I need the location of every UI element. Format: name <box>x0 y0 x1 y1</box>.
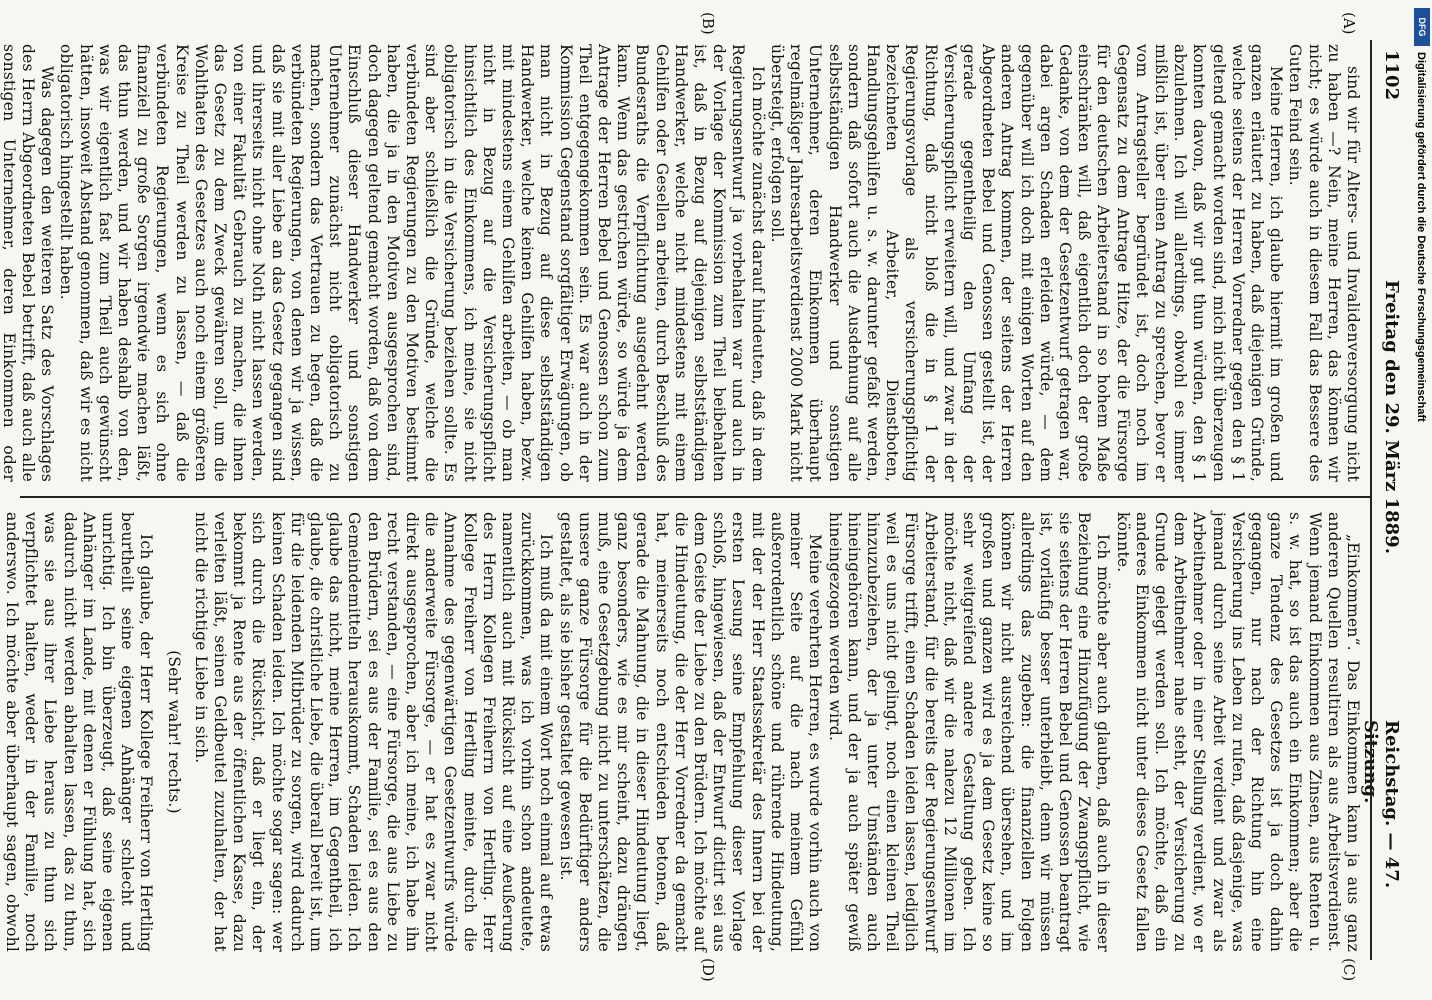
column-divider <box>20 496 1370 498</box>
header-rule <box>1370 40 1372 960</box>
paragraph: Meine verehrten Herren, es wurde vorhin auch von meiner Seite auf die nach meinem Gefühl außerordentlich schöne und rührende Hindeutung, mit der der Herr Staatssekretär des Innern bei der ersten Lesung seine Empfehlung dieser Vorlage schloß, hingewiesen, daß der Entwurf dictirt sei aus dem Geiste der Liebe zu den Brüdern. Ich möchte auf die Hindeutung, die der Herr Vorredner da gemacht hat, meinerseits noch entschieden betonen, daß gerade die Mahnung, die in dieser Hindeutung liegt, ganz besonders, wie es mir scheint, dazu drängen muß, eine Gesetzgebung nicht zu unterschätzen, die unsere ganze Fürsorge für die Bedürftiger anders gestaltet, als sie bisher gestaltet gewesen ist. <box>556 512 825 952</box>
paragraph: Ich möchte zunächst darauf hindeuten, daß in dem Regierungsentwurf ja vorbehalten war und auch in der Vorlage der Kommission zum Theil beibehalten ist, daß in Bezug auf diejenigen selbstständigen Handwerker, welche nicht mindestens mit einem Gehilfen oder Gesellen arbeiten, durch Beschluß des Bundesraths die Verpflichtung ausgedehnt werden kann. Wenn das gestrichen würde, so würde ja dem Antrage der Herren Bebel und Genossen schon zum Theil entgegengekommen sein. Es war auch in der Kommission Gegenstand sorgfältiger Erwägungen, ob man nicht in Bezug auf diese selbstständigen Handwerker, welche keinen Gehilfen haben, bezw. mit mindestens einem Gehilfen arbeiten, — ob man nicht in Bezug auf die Versicherungspflicht hinsichtlich des Einkommens, ich meine, sie nicht obligatorisch in die Versicherung beziehen sollte. Es sind aber schließlich die Gründe, welche die verbündeten Regierungen zu den Motiven bestimmt haben, die ja in den Motiven ausgesprochen sind, doch dagegen geltend gemacht worden, daß von dem Einschluß dieser Handwerker und sonstigen Unternehmer zunächst nicht obligatorisch zu machen, sondern das Vertrauen zu hegen, daß die verbündeten Regierungen, von denen wir ja wissen, daß sie mit aller Liebe an das Gesetz gegangen sind und ihrerseits nicht ohne Noth nicht lassen werden, von einer Fakultät Gebrauch zu machen, die ihnen das Gesetz zu dem Zweck gewähren soll, um die Wohlthaten des Gesetzes auch noch einem größeren Kreise zu Theil werden zu lassen, — daß die verbündeten Regierungen, wenn es sich ohne finanziell zu große Sorgen irgendwie machen läßt, das thun werden, und wir haben deshalb von den, was wir eigentlich fast zum Theil auch gewünscht hätten, insoweit Abstand genommen, daß wir es nicht obligatorisch hingestellt haben. <box>57 44 767 482</box>
paragraph: Was dagegen den weiteren Satz des Vorschlages des Herrn Abgeordneten Bebel betrifft, daß auch alle sonstigen Unternehmer, deren Einkommen oder <box>0 44 57 482</box>
running-head-right: Freitag den 29. März 1889. <box>1381 280 1402 554</box>
digitization-credit <box>1412 52 1430 652</box>
column-right <box>2 512 1362 952</box>
credit-text: Digitalisierung gefördert durch die Deutsche Forschungsgemeinschaft <box>1415 52 1427 422</box>
paragraph: sind wir für Alters- und Invalidenversorgung nicht zu haben —? Nein, meine Herren, das können wir nicht; es würde auch in diesem Fall das Bessere des Guten Feind sein. <box>1286 44 1362 482</box>
page-header-right <box>1374 60 1404 940</box>
margin-mark-c: (C) <box>1340 958 1358 982</box>
paragraph: Ich glaube, der Herr Kollege Freiherr von Hertling beurtheilt seine eigenen Anhänger schlecht und unrichtig. Ich bin überzeugt, daß seine eigenen Anhänger im Lande, mit denen er Fühlung hat, sich dadurch nicht werden abhalten lassen, das zu thun, was sie aus ihrer Liebe heraus zu thun sich verpflichtet halten, weder in der Familie, noch anderswo. Ich möchte aber überhaupt sagen, obwohl <box>2 512 156 952</box>
paragraph: Ich muß da mit einem Wort noch einmal auf etwas zurückkommen, was ich vorhin schon andeutete, namentlich auch mit Rücksicht auf eine Aeußerung des Herrn Kollegen Freiherrn von Hertling. Herr Kollege Freiherr von Hertling meinte, durch die Annahme des gegenwärtigen Gesetzentwurfs würde die anderweite Fürsorge, — er hat es zwar nicht direkt ausgesprochen, aber ich meine, ich habe ihn recht verstanden, — eine Fürsorge, die aus Liebe zu den Brüdern, sei es aus der Familie, sei es aus den Gemeindemitteln herauskommt, Schaden leiden. Ich glaube das nicht, meine Herren, im Gegentheil, ich glaube, die christliche Liebe, die überall bereit ist, um für die leidenden Mitbrüder zu sorgen, wird dadurch keinen Schaden leiden. Ich möchte sogar sagen: wer sich durch die Rücksicht, daß er liegt ein, der bekommt ja Rente aus der öffentlichen Kasse, dazu verleiten läßt, seinen Geldbeutel zuzuhalten, der hat nicht die richtige Liebe in sich. <box>191 512 556 952</box>
margin-mark-d: (D) <box>699 958 717 982</box>
margin-mark-b: (B) <box>699 12 717 35</box>
paragraph: Ich möchte aber auch glauben, daß auch in dieser Beziehung eine Hinzufügung der Zwangspflicht, wie sie seitens der Herren Bebel und Genossen beantragt ist, vorläufig besser unterbleibt, denn wir müssen allerdings das zugeben: die finanziellen Folgen können wir nicht ausreichend übersehen, und im großen und ganzen wird es ja dem Gesetz keine so sehr weitgreifend andere Gestaltung geben. Ich möchte nicht, daß wir die nahezu 12 Millionen im Arbeiterstand, für die bereits der Regierungsentwurf Fürsorge trifft, einen Schaden leiden lassen, lediglich weil es uns nicht gelingt, noch einen kleinen Theil hinzuzubeziehen, der ja unter Umständen auch hineingehören kann, und der ja auch später gewiß hineingezogen werden wird. <box>825 512 1113 952</box>
paragraph: (Sehr wahr! rechts.) <box>164 650 183 814</box>
paragraph: „Einkommen“. Das Einkommen kann ja aus ganz anderen Quellen resultiren als aus Arbeitsverdienst. Wenn jemand Einkommen aus Zinsen, aus Renten u. s. w. hat, so ist das auch ein Einkommen; aber die ganze Tendenz des Gesetzes ist ja doch dahin gegangen, nur nach der Richtung hin eine Versicherung ins Leben zu rufen, daß dasjenige, was jemand durch seine Arbeit verdient und zwar als Arbeitnehmer oder in einer Stellung verdient, wo er dem Arbeitnehmer nahe steht, der Versicherung zu Grunde gelegt werden soll. Ich möchte, daß ein anderes Einkommen nicht unter dieses Gesetz fallen könnte. <box>1113 512 1362 952</box>
page-number: 1102 <box>1381 50 1402 101</box>
dfg-logo-text: DFG <box>1417 17 1427 37</box>
column-left <box>0 44 1362 482</box>
margin-mark-a: (A) <box>1340 12 1358 35</box>
running-head-left: Reichstag. — 47. Sitzung. <box>1360 720 1402 889</box>
dfg-logo <box>1414 8 1430 46</box>
paragraph: Meine Herren, ich glaube hiermit im großen und ganzen erläutert zu haben, daß diejenigen Gründe, welche seitens der Herren Vorredner gegen den § 1 geltend gemacht worden sind, mich nicht überzeugen konnten davon, daß wir gut thun würden, den § 1 abzulehnen. Ich will allerdings, obwohl es immer mißlich ist, über einen Antrag zu sprechen, bevor er vom Antragsteller begründet ist, doch noch im Gegensatz zu dem Antrage Hitze, der die Fürsorge für den deutschen Arbeiterstand in so hohem Maße einschränken will, daß eigentlich doch der große Gedanke, von dem der Gesetzentwurf getragen war, dabei argen Schaden erleiden würde, — dem gegenüber will ich doch mit einigen Worten auf den anderen Antrag kommen, der seitens der Herren Abgeordneten Bebel und Genossen gestellt ist, der gerade gegentheilig den Umfang der Versicherungspflicht erweitern will, und zwar in der Richtung, daß nicht bloß die in § 1 der Regierungsvorlage als versicherungspflichtig bezeichneten Arbeiter, Dienstboten, Handlungsgehilfen u. s. w. darunter gefaßt werden, sondern daß sofort auch die Ausdehnung auf alle selbstständigen Handwerker und sonstigen Unternehmer, deren Einkommen überhaupt regelmäßiger Jahresarbeitsverdienst 2000 Mark nicht übersteigt, erfolgen soll. <box>767 44 1286 482</box>
